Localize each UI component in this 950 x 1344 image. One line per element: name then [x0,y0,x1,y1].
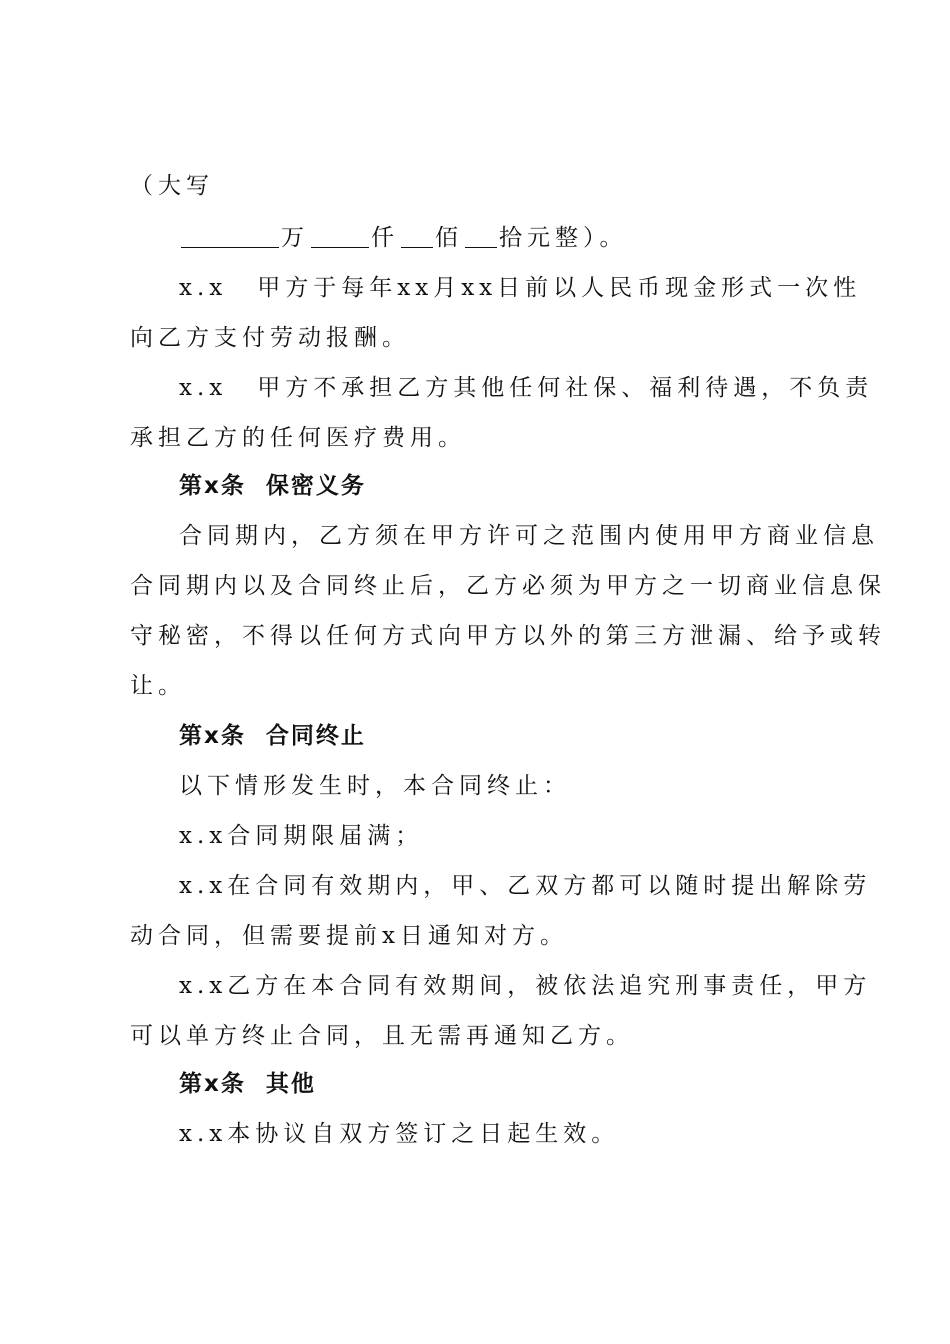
article-other-heading [179,1066,950,1102]
blank-bai [401,220,433,248]
other-item1: x.x本协议自双方签订之日起生效。 [179,1121,620,1147]
salary-capital-prefix: （大写 [130,173,214,199]
confidentiality-line2: 合同期内以及合同终止后，乙方必须为甲方之一切商业信息保 [130,573,886,599]
article-title: 保密义务 [265,473,366,499]
article-prefix: 第x条 [179,1071,246,1097]
blank-shi [465,220,497,248]
article-prefix: 第x条 [179,723,246,749]
clause-number: x.x [179,275,228,301]
salary-capital-amount-line [179,220,950,256]
clause-payment-date-line2: 向乙方支付劳动报酬。 [130,325,410,351]
blank-qian [311,220,369,248]
clause-text: 甲方不承担乙方其他任何社保、福利待遇，不负责 [257,375,874,401]
clause-no-benefits-line1 [179,370,950,406]
termination-item3-line1: x.x乙方在本合同有效期间，被依法追究刑事责任，甲方 [179,973,872,999]
blank-wan [181,220,279,248]
termination-intro: 以下情形发生时，本合同终止： [179,773,571,799]
article-prefix: 第x条 [179,473,246,499]
article-title: 其他 [265,1071,316,1097]
confidentiality-line4: 让。 [130,673,186,699]
unit-bai: 佰 [435,225,463,251]
termination-item2-line1: x.x在合同有效期内，甲、乙双方都可以随时提出解除劳 [179,873,872,899]
article-termination-heading [179,718,950,754]
confidentiality-line3: 守秘密，不得以任何方式向甲方以外的第三方泄漏、给予或转 [130,623,886,649]
clause-text: 甲方于每年xx月xx日前以人民币现金形式一次性 [257,275,862,301]
unit-shi: 拾元整）。 [499,225,628,251]
termination-item3-line2: 可以单方终止合同，且无需再通知乙方。 [130,1023,634,1049]
termination-item1: x.x合同期限届满； [179,823,424,849]
confidentiality-line1: 合同期内，乙方须在甲方许可之范围内使用甲方商业信息 [179,523,879,549]
clause-no-benefits-line2: 承担乙方的任何医疗费用。 [130,425,466,451]
unit-qian: 仟 [371,225,399,251]
termination-item2-line2: 动合同，但需要提前x日通知对方。 [130,923,568,949]
clause-payment-date-line1 [179,270,950,306]
clause-number: x.x [179,375,228,401]
unit-wan: 万 [281,225,309,251]
article-confidentiality-heading [179,468,950,504]
article-title: 合同终止 [265,723,366,749]
